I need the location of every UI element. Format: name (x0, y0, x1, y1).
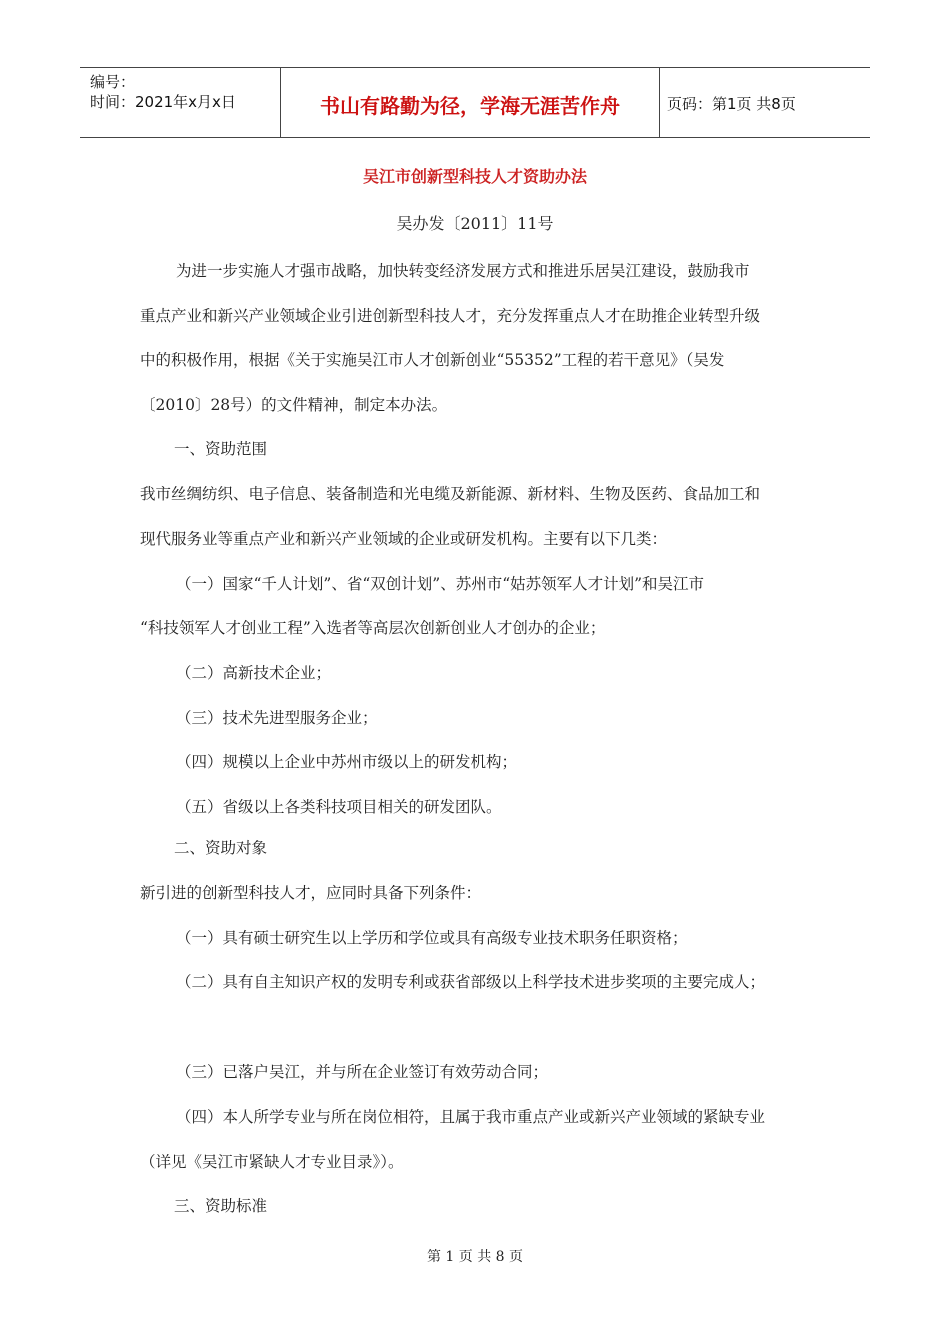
list-item: （二）高新技术企业； (176, 664, 332, 682)
header-motto-cell (280, 68, 660, 137)
motto: 书山有路勤为径，学海无涯苦作舟 (320, 94, 620, 118)
list-item: （四）规模以上企业中苏州市级以上的研发机构； (176, 753, 518, 771)
paragraph-line: 中的积极作用，根据《关于实施吴江市人才创新创业“55352”工程的若干意见》（吴发 (140, 351, 725, 369)
paragraph-line: 重点产业和新兴产业领域企业引进创新型科技人才，充分发挥重点人才在助推企业转型升级 (140, 307, 761, 325)
paragraph-line: 现代服务业等重点产业和新兴产业领域的企业或研发机构。主要有以下几类： (140, 530, 668, 548)
section-heading: 三、资助标准 (174, 1197, 268, 1215)
page-footer: 第 1 页 共 8 页 (426, 1249, 524, 1265)
header-table (80, 67, 870, 138)
list-item: （四）本人所学专业与所在岗位相符，且属于我市重点产业或新兴产业领域的紧缺专业 (176, 1108, 766, 1126)
list-item: （五）省级以上各类科技项目相关的研发团队。 (176, 798, 502, 816)
list-item-continued: （详见《吴江市紧缺人才专业目录》）。 (140, 1153, 404, 1171)
list-item: （二）具有自主知识产权的发明专利或获省部级以上科学技术进步奖项的主要完成人； (176, 973, 766, 991)
section-heading: 二、资助对象 (174, 839, 268, 857)
paragraph-line: 新引进的创新型科技人才，应同时具备下列条件： (140, 884, 482, 902)
document-title: 吴江市创新型科技人才资助办法 (362, 167, 587, 186)
document-number: 吴办发〔2011〕11号 (396, 214, 554, 233)
list-item-continued: “科技领军人才创业工程”入选者等高层次创新创业人才创办的企业； (140, 619, 606, 637)
header-info-cell (80, 68, 280, 137)
list-item: （一）具有硕士研究生以上学历和学位或具有高级专业技术职务任职资格； (176, 929, 688, 947)
paragraph-line: 〔2010〕28号）的文件精神，制定本办法。 (140, 396, 448, 414)
header-page-cell (659, 68, 870, 137)
paragraph-line: 我市丝绸纺织、电子信息、装备制造和光电缆及新能源、新材料、生物及医药、食品加工和 (140, 485, 761, 503)
list-item: （三）技术先进型服务企业； (176, 709, 378, 727)
time-label: 时间：2021年x月x日 (90, 93, 236, 111)
section-heading: 一、资助范围 (174, 440, 268, 458)
paragraph-line: 为进一步实施人才强市战略，加快转变经济发展方式和推进乐居吴江建设，鼓励我市 (176, 262, 750, 280)
page-info: 页码：第1页 共8页 (667, 95, 796, 113)
list-item: （一）国家“千人计划”、省“双创计划”、苏州市“姑苏领军人才计划”和吴江市 (176, 575, 705, 593)
list-item: （三）已落户吴江，并与所在企业签订有效劳动合同； (176, 1063, 549, 1081)
number-label: 编号： (90, 73, 136, 91)
